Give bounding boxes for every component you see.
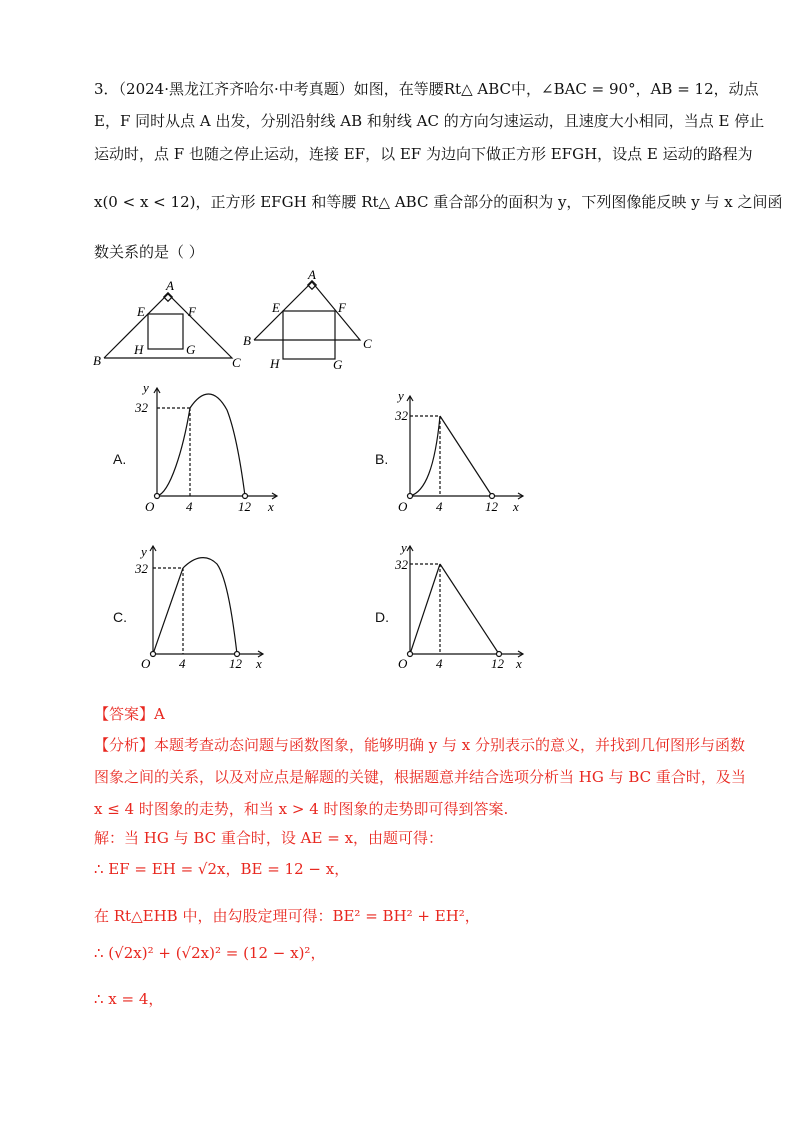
fig1-label-G: G [186,342,196,357]
graph-c-tick-32: 32 [135,561,148,576]
question-line-3: 运动时，点 F 也随之停止运动，连接 EF，以 EF 为边向下做正方形 EFGH，设点 E 运动的路程为 [94,145,753,163]
graph-b [395,388,535,518]
graph-d-tick-12: 12 [491,656,504,670]
fig1-label-H: H [134,342,144,357]
question-line-2: E，F 同时从点 A 出发，分别沿射线 AB 和射线 AC 的方向匀速运动，且速度大小相同，当点 E 停止 [94,112,765,130]
graph-b-x-label: x [513,499,519,514]
analysis-tag: 【分析】 [94,736,155,754]
analysis-line-2: 图象之间的关系，以及对应点是解题的关键，根据题意并结合选项分析当 HG 与 BC 重合时，及当 [94,768,746,786]
graph-b-y-label: y [398,388,404,403]
graph-a-tick-4: 4 [186,499,193,514]
figure-1 [104,293,232,358]
fig1-label-F: F [188,304,196,319]
graph-c [135,540,275,670]
graph-c-tick-4: 4 [179,656,186,670]
question-number: 3． [94,80,119,98]
solution-line-4: ∴ (√2x)² + (√2x)² = (12 − x)²， [94,944,326,962]
graph-a-tick-12: 12 [238,499,251,514]
solution-line-1: 解：当 HG 与 BC 重合时，设 AE = x，由题可得： [94,829,444,847]
option-d-label: D. [375,609,389,625]
graph-d-x-label: x [516,656,522,670]
figure-2 [254,281,360,359]
solution-line-2: ∴ EF = EH = √2x，BE = 12 − x， [94,860,350,878]
graph-a-y-label: y [143,380,149,395]
fig1-label-C: C [232,355,241,370]
graph-d-y-label: y [401,540,407,555]
question-line-5: 数关系的是（ ） [94,243,204,261]
fig1-label-E: E [137,304,145,319]
fig2-label-B: B [243,333,251,348]
fig2-label-A: A [308,270,316,282]
graph-d-origin: O [398,656,408,670]
fig2-label-G: G [333,357,343,372]
question-line-4: x(0 < x < 12)，正方形 EFGH 和等腰 Rt△ ABC 重合部分的面积为 y，下列图像能反映 y 与 x 之间函 [94,193,783,211]
fig2-label-H: H [270,356,280,371]
question-text-1: 如图，在等腰Rt△ ABC中，∠BAC = 90°，AB = 12，动点 [353,80,759,98]
option-b-label: B. [375,451,389,467]
answer-label: 【答案】A [94,705,165,723]
fig1-label-B: B [93,353,101,368]
option-c-label: C. [113,609,127,625]
graph-d-tick-4: 4 [436,656,443,670]
triangle-figures [90,270,390,375]
option-a-label: A. [113,451,127,467]
analysis-line-3: x ≤ 4 时图象的走势，和当 x > 4 时图象的走势即可得到答案. [94,800,509,818]
graph-d-tick-32: 32 [395,557,408,572]
solution-line-5: ∴ x = 4， [94,990,164,1008]
graph-b-tick-32: 32 [395,408,408,423]
graph-c-x-label: x [256,656,262,670]
question-line-1 [94,78,759,100]
analysis-text-1: 本题考查动态问题与函数图象，能够明确 y 与 x 分别表示的意义，并找到几何图形与函数 [154,736,746,754]
graph-a [135,378,285,518]
graph-c-tick-12: 12 [229,656,242,670]
question-source: （2024·黑龙江齐齐哈尔·中考真题） [118,80,354,98]
graph-b-origin: O [398,499,408,514]
fig2-label-C: C [363,336,372,351]
solution-line-3: 在 Rt△EHB 中，由勾股定理可得：BE² = BH² + EH²， [94,907,480,925]
graph-b-tick-4: 4 [436,499,443,514]
analysis-line-1 [94,734,745,756]
graph-d [395,540,535,670]
graph-a-tick-32: 32 [135,400,148,415]
graph-b-tick-12: 12 [485,499,498,514]
graph-c-origin: O [141,656,151,670]
graph-a-x-label: x [268,499,274,514]
fig1-label-A: A [166,278,174,293]
fig2-label-E: E [272,300,280,315]
graph-c-y-label: y [141,544,147,559]
fig2-label-F: F [338,300,346,315]
graph-a-origin: O [145,499,155,514]
